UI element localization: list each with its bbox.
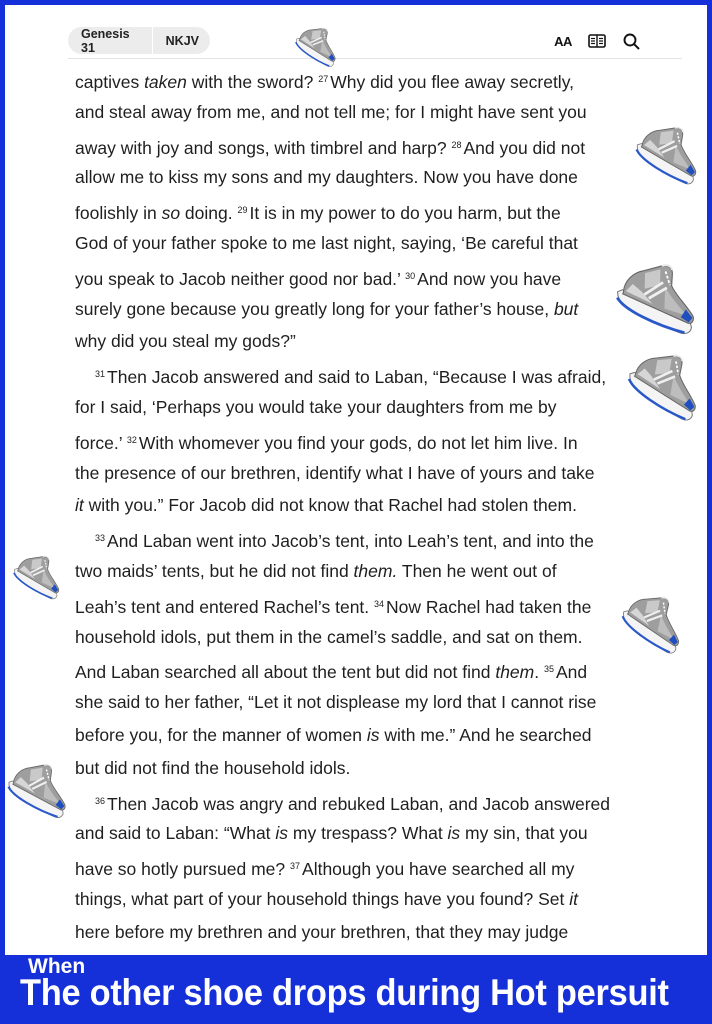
meme-caption	[0, 955, 712, 1024]
text-run: And Laban went into Jacob’s tent, into Leah’s tent, and into the	[107, 531, 594, 552]
text-run: she said to her father, “Let it not displease my lord that I cannot rise	[75, 692, 597, 713]
text-line	[75, 161, 647, 194]
text-line	[75, 916, 647, 949]
text-run: God of your father spoke to me last night, saying, ‘Be careful that	[75, 232, 578, 253]
text-run: but did not find the household idols.	[75, 757, 351, 778]
text-run: Although you have searched all my	[302, 859, 575, 880]
text-run: and said to Laban: “What	[75, 823, 276, 844]
text-line	[75, 752, 647, 785]
text-line	[75, 719, 647, 752]
text-run: Leah’s tent and entered Rachel’s tent.	[75, 596, 375, 617]
text-run: It is in my power to do you harm, but the	[249, 203, 561, 224]
text-run: foolishly in	[75, 203, 162, 224]
text-run: doing.	[180, 203, 238, 224]
reader-frame	[5, 5, 707, 955]
text-run: with me.” And he searched	[379, 724, 592, 745]
verse-number: 31	[95, 369, 106, 380]
text-run: here before my brethren and your brethren, that they may judge	[75, 921, 569, 942]
text-run: have so hotly pursued me?	[75, 859, 290, 880]
text-run: why did you steal my gods?”	[75, 331, 296, 352]
text-run: Then Jacob answered and said to Laban, “Because I was afraid,	[107, 367, 607, 388]
font-size-icon[interactable]: AA	[554, 33, 572, 49]
scripture-text	[75, 63, 647, 949]
text-run: And you did not	[463, 137, 586, 158]
text-line	[75, 260, 647, 293]
text-line	[75, 129, 647, 162]
text-run: and steal away from me, and not tell me; for I might have sent you	[75, 101, 587, 122]
italic-text: them	[495, 662, 535, 683]
search-icon[interactable]	[621, 31, 641, 51]
verse-number: 35	[543, 664, 554, 675]
text-run: With whomever you find your gods, do not let him live. In	[138, 432, 578, 453]
verse-number: 34	[374, 598, 385, 609]
text-run: for I said, ‘Perhaps you would take your daughters from me by	[75, 396, 557, 417]
text-line	[75, 391, 647, 424]
version-button[interactable]: NKJV	[165, 33, 199, 48]
verse-number: 37	[290, 861, 301, 872]
caption-main-text: The other shoe drops during Hot persuit	[20, 972, 669, 1013]
book-chapter-button[interactable]: Genesis 31	[81, 26, 130, 55]
italic-text: it	[75, 495, 84, 516]
toolbar-icons	[553, 31, 641, 51]
text-run: household idols, put them in the camel’s saddle, and sat on them.	[75, 626, 583, 647]
text-line	[75, 424, 647, 457]
text-line	[75, 686, 647, 719]
verse-number: 33	[95, 533, 106, 544]
text-run: two maids’ tents, but he did not find	[75, 560, 354, 581]
reader-view-icon[interactable]	[587, 31, 607, 51]
italic-text: is	[366, 724, 380, 745]
italic-text: them.	[353, 560, 398, 581]
text-run: my trespass? What	[288, 823, 448, 844]
text-line	[75, 63, 647, 96]
italic-text: but	[553, 298, 579, 319]
text-run: you speak to Jacob neither good nor bad.’	[75, 268, 406, 289]
text-run: my sin, that you	[460, 823, 588, 844]
italic-text: taken	[144, 72, 187, 92]
text-line	[75, 489, 647, 522]
text-run: with you.” For Jacob did not know that Rachel had stolen them.	[83, 495, 577, 516]
text-run: the presence of our brethren, identify what I have of yours and take	[75, 462, 595, 483]
passage-selector[interactable]	[68, 27, 210, 54]
text-line	[75, 325, 647, 358]
text-run: And Laban searched all about the tent but did not find	[75, 662, 496, 683]
text-run: And	[555, 662, 588, 683]
text-line	[75, 621, 647, 654]
text-line	[75, 883, 647, 916]
text-line	[75, 457, 647, 490]
text-run: Then he went out of	[397, 560, 557, 581]
text-run: Then Jacob was angry and rebuked Laban, and Jacob answered	[107, 793, 610, 814]
text-run: And now you have	[417, 268, 562, 289]
text-line	[75, 96, 647, 129]
text-line	[75, 522, 647, 555]
italic-text: is	[447, 823, 461, 844]
text-run: allow me to kiss my sons and my daughters. Now you have done	[75, 167, 578, 188]
text-line	[75, 588, 647, 621]
caption-small-text: When	[28, 955, 86, 978]
text-line	[75, 227, 647, 260]
verse-number: 30	[405, 270, 416, 281]
italic-text: so	[161, 203, 181, 224]
text-line	[75, 358, 647, 391]
verse-number: 29	[237, 205, 248, 216]
text-run: .	[534, 662, 544, 683]
text-line	[75, 817, 647, 850]
italic-text: is	[275, 823, 289, 844]
text-line	[75, 785, 647, 818]
italic-text: it	[569, 888, 578, 909]
text-run: surely gone because you greatly long for your father’s house,	[75, 298, 554, 319]
top-bar	[5, 5, 707, 57]
text-run: before you, for the manner of women	[75, 724, 367, 745]
text-line	[75, 194, 647, 227]
text-line	[75, 555, 647, 588]
text-run: things, what part of your household things have you found? Set	[75, 888, 570, 909]
text-run: captives	[75, 72, 145, 92]
text-run: Why did you flee away secretly,	[330, 72, 575, 92]
header-divider	[68, 58, 682, 59]
verse-number: 28	[451, 139, 462, 150]
verse-number: 32	[126, 434, 137, 445]
verse-number: 27	[318, 74, 329, 84]
text-run: Now Rachel had taken the	[386, 596, 592, 617]
text-run: with the sword?	[186, 72, 319, 92]
text-line	[75, 293, 647, 326]
text-run: force.’	[75, 432, 127, 453]
verse-number: 36	[95, 795, 106, 806]
text-line	[75, 653, 647, 686]
text-line	[75, 850, 647, 883]
text-run: away with joy and songs, with timbrel and harp?	[75, 137, 452, 158]
